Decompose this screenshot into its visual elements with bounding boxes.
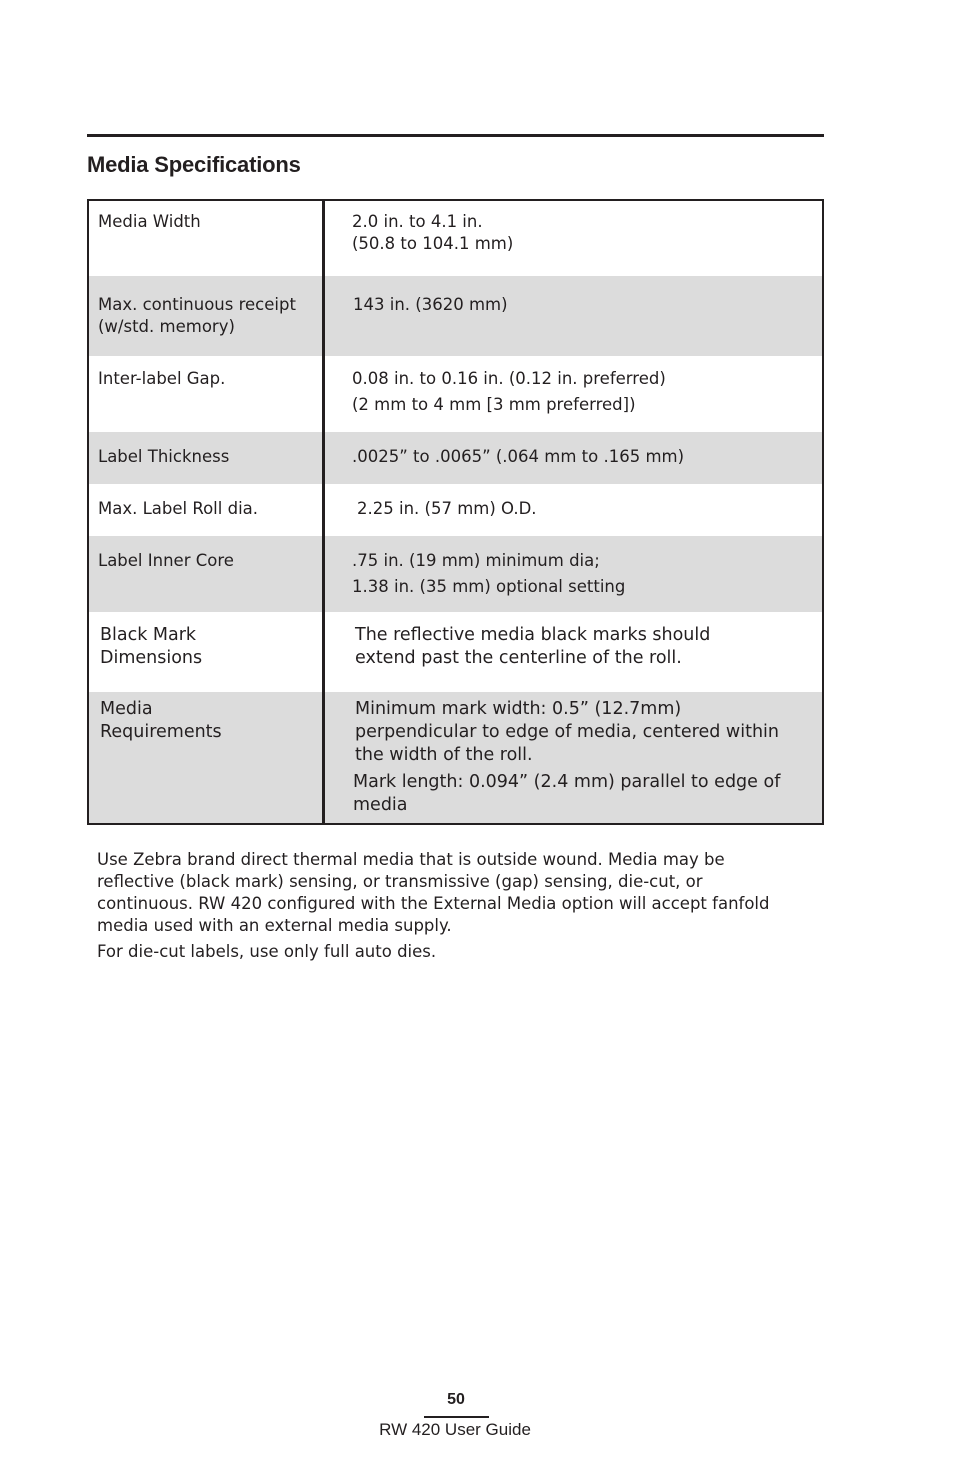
spec-label: Label Inner Core: [98, 551, 234, 570]
note-paragraph: For die-cut labels, use only full auto dies.: [97, 942, 437, 961]
table-row: [89, 536, 822, 612]
table-row: [89, 356, 822, 432]
spec-value: 2.0 in. to 4.1 in. (50.8 to 104.1 mm): [352, 212, 514, 253]
spec-value: Minimum mark width: 0.5” (12.7mm) perpendicular to edge of media, centered within the width of the roll. Mark length: 0.094” (2.4 mm) parallel to edge of media: [353, 699, 781, 815]
spec-label: Max. Label Roll dia.: [98, 499, 259, 518]
guide-title: RW 420 User Guide: [379, 1420, 531, 1439]
spec-value: 143 in. (3620 mm): [353, 295, 508, 314]
table-row: [89, 276, 822, 356]
section-title: Media Specifications: [87, 152, 301, 177]
spec-value: .75 in. (19 mm) minimum dia; 1.38 in. (35 mm) optional setting: [352, 551, 626, 596]
spec-value: The reflective media black marks should extend past the centerline of the roll.: [355, 625, 711, 668]
spec-label: Max. continuous receipt (w/std. memory): [98, 295, 296, 336]
table-row: [89, 432, 822, 484]
table-row: [89, 612, 822, 692]
note-paragraph: Use Zebra brand direct thermal media that is outside wound. Media may be reflective (black mark) sensing, or transmissive (gap) sensing, die-cut, or continuous. RW 420 configured with the External Media option will accept fanfold media used with an external media supply.: [97, 850, 770, 935]
table-row: [89, 692, 822, 823]
spec-label: Media Requirements: [100, 699, 222, 742]
spec-label: Media Width: [98, 212, 201, 231]
spec-value: .0025” to .0065” (.064 mm to .165 mm): [352, 447, 685, 466]
table-row: [89, 201, 822, 276]
table-row: [89, 484, 822, 536]
page-number: 50: [447, 1391, 465, 1408]
spec-value: 2.25 in. (57 mm) O.D.: [357, 499, 537, 518]
media-spec-table: [87, 199, 824, 825]
section-top-rule: [87, 134, 824, 137]
spec-label: Inter-label Gap.: [98, 369, 226, 388]
spec-value: 0.08 in. to 0.16 in. (0.12 in. preferred) (2 mm to 4 mm [3 mm preferred]): [352, 369, 666, 414]
media-notes: [97, 849, 817, 963]
spec-label: Black Mark Dimensions: [100, 625, 203, 668]
footer-rule: [424, 1416, 489, 1418]
column-divider: [322, 201, 325, 823]
spec-label: Label Thickness: [98, 447, 230, 466]
